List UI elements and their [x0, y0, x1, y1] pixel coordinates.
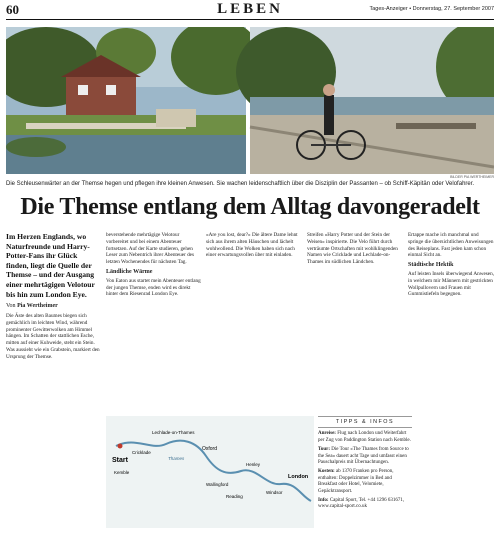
- map-place: Henley: [246, 462, 261, 467]
- map-place: Kemble: [114, 470, 130, 475]
- map-place: Reading: [226, 494, 243, 499]
- masthead-date: Tages-Anzeiger • Donnerstag, 27. September 2007: [369, 6, 494, 12]
- start-marker: [118, 444, 123, 449]
- map-place: Oxford: [202, 446, 218, 452]
- article-column-2: [106, 232, 202, 412]
- article-lead: Im Herzen Englands, wo Naturfreunde und Harry-Potter-Fans ihr Glück finden, liegt die Quelle der Themse – und der Ausgang einer mehrtägigen Velotour bis hin zum London Eye.: [6, 232, 95, 299]
- subheading: Ländliche Wärme: [106, 268, 153, 275]
- hero-photo: [6, 27, 494, 174]
- cyclist-photo: [236, 27, 494, 174]
- map-place: Cricklade: [132, 450, 151, 455]
- body-text: Streifen «Harry Potter und der Stein der Weisen» inspirierte. Die Velo führt durch verträumte Ortschaften mit wohlklingenden Namen wie Cricklade und Lechlade-on-Thames im südlichen Ländchen.: [307, 232, 398, 266]
- article-column-3: [206, 232, 302, 412]
- map-place: Wallingford: [206, 482, 229, 487]
- map-place: Lechlade-on-Thames: [152, 430, 195, 435]
- tips-title: TIPPS & INFOS: [318, 416, 412, 428]
- body-text: Von Eaton aus startet mein Abenteuer entlang der jungen Themse, enden wird es direkt hinter dem Riesenrad London Eye.: [106, 277, 201, 298]
- subheading: Städtische Hektik: [408, 262, 454, 269]
- article-column-4: [307, 232, 403, 412]
- body-text: beverstehende mehrtägige Velotour vorbereitet und bei einem Abenteuer fortsetzen. Auf der Karte studieren, gehen Leser zum Nebentrich ihrer Abenteuer des letzten Wochenendes für nächsten Tag.: [106, 232, 195, 266]
- article-headline: Die Themse entlang dem Alltag davongeradelt: [20, 194, 480, 220]
- tips-kosten: Kosten: ab 1370 Franken pro Person, enthalten: Doppelzimmer in Bed and Breakfast oder Hotel, Velomiete, Gepäcktransport.: [318, 469, 394, 494]
- body-text: Auf leisten Insels überwiegend Anwesen, in welchem mir Männern mit gestrickten Wollpullovern und Frauen mit Gummistiefeln begegnen.: [408, 270, 494, 298]
- article-column-1: [6, 232, 101, 528]
- header-rule: [6, 19, 494, 20]
- body-text: Ertappe mache ich manchmal und springe die übersichtlichen Anweisungen des Reiseplans. Fast jeden kam schon einmal Sicht an.: [408, 232, 494, 259]
- tips-anreise: Anreise: Flug nach London und Weiterfahrt per Zug von Paddington Station nach Kemble.: [318, 431, 411, 443]
- tips-tour: Tour: Die Tour «The Thames from Source to the Sea» dauert acht Tage und umfasst einen Pauschalpreis mit Übernachtungen.: [318, 447, 409, 466]
- page-number: 60: [6, 2, 19, 17]
- map-place: Thames: [168, 456, 185, 461]
- map-place: Windsor: [266, 490, 283, 495]
- section-title: LEBEN: [217, 1, 283, 17]
- author-name: Pia Wertheimer: [17, 303, 58, 310]
- lock-house-photo: [6, 27, 261, 174]
- photo-caption: Die Schleusenwärter an der Themse hegen und pflegen ihre kleinen Anwesen. Sie wachen leidenschaftlich über die Disziplin der Passanten – ob Schiff-Käpitän oder Velofahrer.: [6, 181, 475, 187]
- body-text: Die Äste des alten Baumes biegen sich gemächlich im leichten Wind, während prominenter Gewitterwolken am Himmel hängen. Im Schatten der stattlichen Esche, mitten auf einer Kuhweide, steht ein Stein. Was aussieht wie ein Grabstein, markiert den Ursprung der Themse.: [6, 312, 100, 360]
- tips-info: Info: Capital Sport, Tel. +44 1296 631671, www.capital-sport.co.uk: [318, 498, 405, 510]
- body-text: «Are you lost, dear?» Die ältere Dame lehnt sich aus ihrem alten Häuschen und lächelt wohlwollend. Die Wolken haben sich nach einer erwartungsvollen über mit einladen.: [206, 232, 298, 259]
- byline: Von Pia Wertheimer: [6, 303, 58, 310]
- route-map: [106, 416, 314, 528]
- tips-box: [318, 416, 412, 528]
- article-column-5: [408, 232, 494, 528]
- map-place: London: [288, 474, 309, 480]
- map-start-label: Start: [112, 457, 128, 464]
- photo-credit: BILDER PIA WERTHEIMER: [450, 175, 494, 179]
